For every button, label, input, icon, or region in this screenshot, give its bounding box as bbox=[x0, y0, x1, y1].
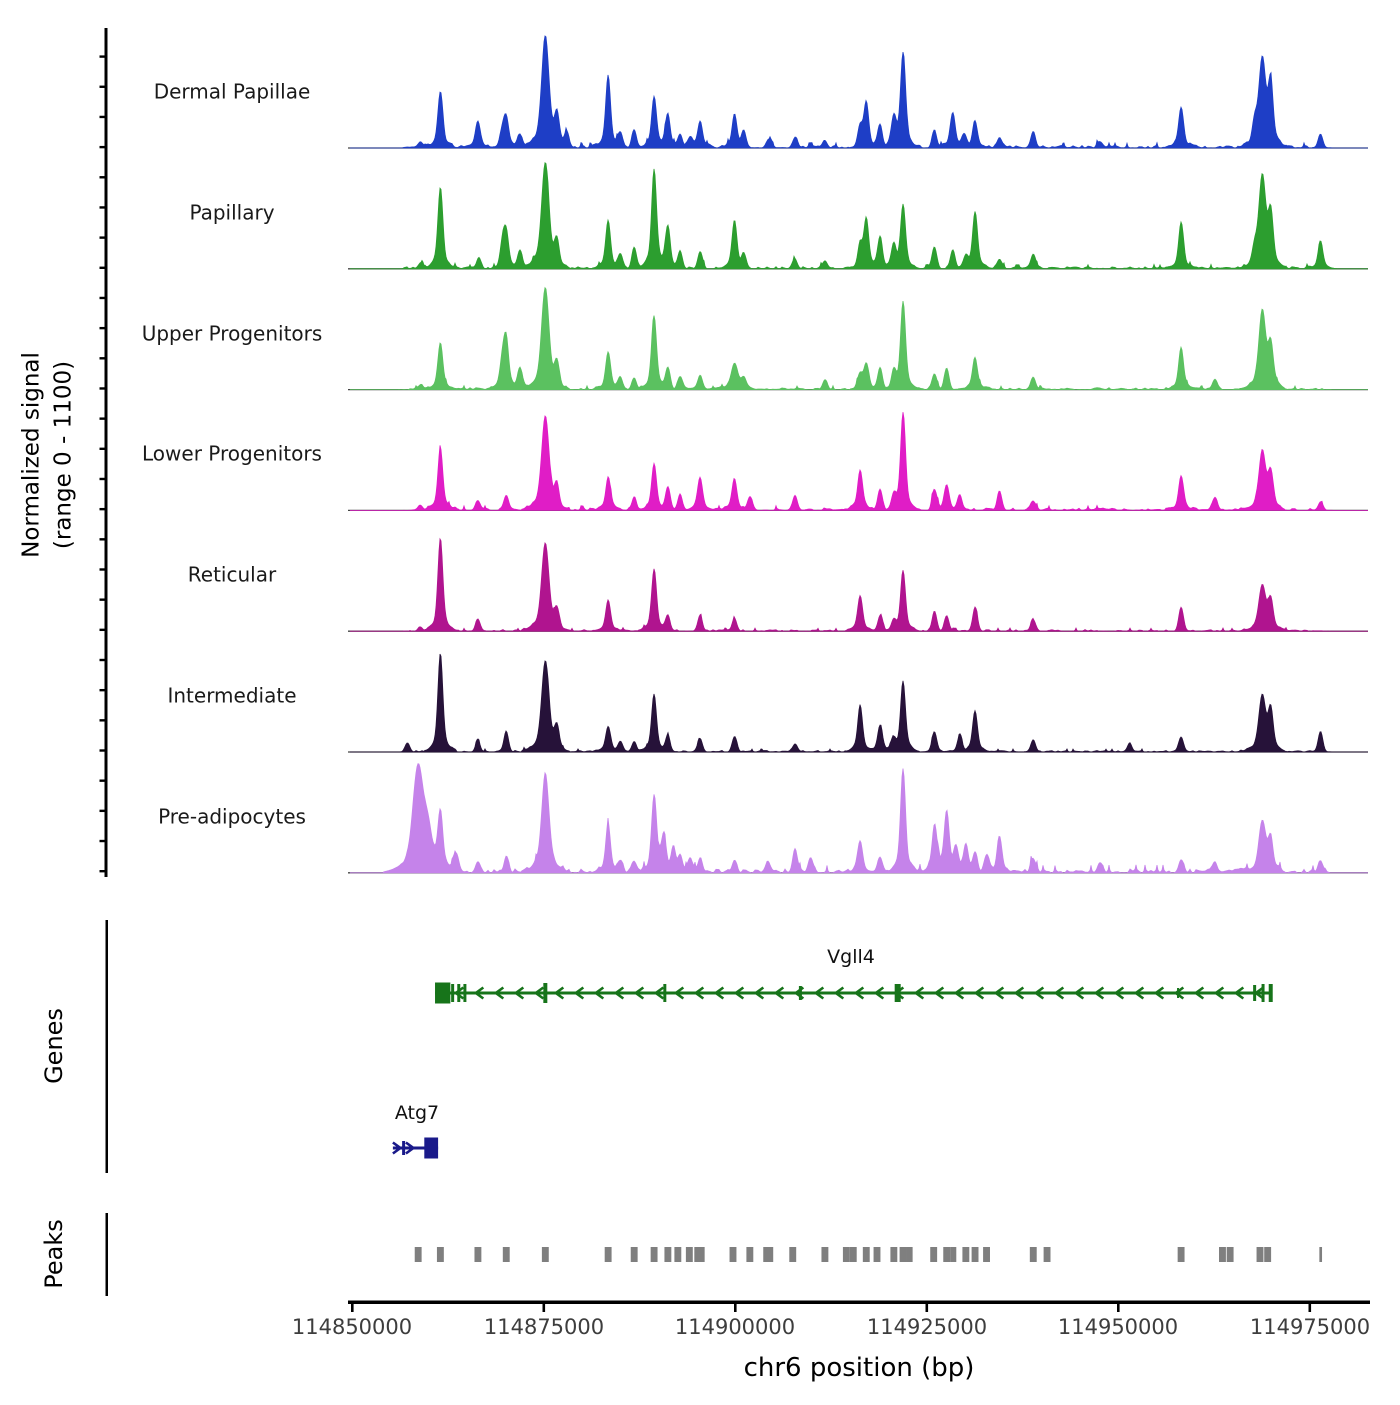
gene-exon-tick bbox=[1262, 984, 1265, 1002]
peak-interval bbox=[1257, 1247, 1264, 1262]
peak-interval bbox=[789, 1247, 796, 1262]
x-axis-line bbox=[348, 1301, 1370, 1305]
peak-interval bbox=[950, 1247, 956, 1262]
x-tick-label-114875000: 114875000 bbox=[483, 1315, 605, 1339]
peak-interval bbox=[1264, 1247, 1271, 1262]
x-axis-title: chr6 position (bp) bbox=[743, 1353, 975, 1383]
signal-area-lower-progenitors bbox=[350, 412, 1368, 510]
y-axis-label-line1: Normalized signal bbox=[18, 352, 45, 558]
y-axis-label-line2: (range 0 - 1100) bbox=[50, 360, 77, 550]
peaks-axis-spine bbox=[106, 1213, 109, 1296]
genes-section-label: Genes bbox=[40, 1008, 68, 1084]
peak-interval bbox=[415, 1247, 422, 1262]
peak-interval bbox=[605, 1247, 612, 1262]
genes-axis-spine bbox=[106, 920, 109, 1173]
x-tick-label-114950000: 114950000 bbox=[1057, 1315, 1179, 1339]
peak-interval bbox=[1044, 1247, 1051, 1262]
track-label-intermediate: Intermediate bbox=[167, 683, 297, 708]
gene-exon-box bbox=[435, 983, 450, 1004]
peak-interval bbox=[850, 1247, 857, 1262]
signal-area-upper-progenitors bbox=[350, 288, 1368, 390]
peak-interval bbox=[1178, 1247, 1185, 1262]
x-tick-label-114975000: 114975000 bbox=[1249, 1315, 1371, 1339]
gene-model-vgll4 bbox=[435, 983, 1273, 1004]
peak-interval bbox=[1319, 1247, 1322, 1262]
peak-interval bbox=[930, 1247, 937, 1262]
gene-label-atg7: Atg7 bbox=[394, 1102, 440, 1124]
peak-interval bbox=[503, 1247, 510, 1262]
track-label-upper-progenitors: Upper Progenitors bbox=[141, 321, 323, 346]
peak-interval bbox=[694, 1247, 704, 1262]
track-label-lower-progenitors: Lower Progenitors bbox=[142, 441, 322, 466]
track-label-pre-adipocytes: Pre-adipocytes bbox=[158, 804, 306, 829]
signal-area-pre-adipocytes bbox=[350, 764, 1368, 873]
peak-interval bbox=[763, 1247, 773, 1262]
signal-tracks-layer bbox=[348, 36, 1368, 873]
peak-interval bbox=[943, 1247, 950, 1262]
peak-interval bbox=[664, 1247, 671, 1262]
peak-intervals-layer bbox=[415, 1247, 1322, 1262]
gene-models-layer bbox=[393, 983, 1273, 1159]
track-label-dermal-papillae: Dermal Papillae bbox=[153, 79, 311, 104]
gene-exon-tick bbox=[663, 984, 666, 1002]
peaks-section-label: Peaks bbox=[40, 1219, 68, 1289]
peak-interval bbox=[890, 1247, 897, 1262]
peak-interval bbox=[983, 1247, 990, 1262]
peak-interval bbox=[730, 1247, 737, 1262]
gene-exon-box bbox=[424, 1138, 438, 1159]
signal-area-dermal-papillae bbox=[350, 36, 1368, 148]
x-tick-label-114925000: 114925000 bbox=[866, 1315, 988, 1339]
peak-interval bbox=[874, 1247, 881, 1262]
gene-label-vgll4: Vgll4 bbox=[827, 946, 875, 968]
gene-exon-tick bbox=[1269, 984, 1273, 1002]
peak-interval bbox=[863, 1247, 870, 1262]
peak-interval bbox=[631, 1247, 638, 1262]
peak-interval bbox=[843, 1247, 850, 1262]
peak-interval bbox=[1227, 1247, 1234, 1262]
peak-interval bbox=[821, 1247, 828, 1262]
peak-interval bbox=[437, 1247, 444, 1262]
signal-area-papillary bbox=[350, 163, 1368, 269]
peak-interval bbox=[474, 1247, 481, 1262]
x-tick-label-114900000: 114900000 bbox=[674, 1315, 796, 1339]
peak-interval bbox=[746, 1247, 753, 1262]
gene-exon-tick bbox=[543, 983, 547, 1003]
peak-interval bbox=[674, 1247, 681, 1262]
x-tick-label-114850000: 114850000 bbox=[291, 1315, 413, 1339]
peak-interval bbox=[906, 1247, 912, 1262]
gene-model-atg7 bbox=[393, 1138, 438, 1159]
peak-interval bbox=[542, 1247, 549, 1262]
peak-interval bbox=[686, 1247, 693, 1262]
peak-interval bbox=[900, 1247, 907, 1262]
peak-interval bbox=[651, 1247, 658, 1262]
gene-exon-tick bbox=[463, 984, 466, 1002]
peak-interval bbox=[972, 1247, 979, 1262]
peak-interval bbox=[1219, 1247, 1226, 1262]
peak-interval bbox=[1030, 1247, 1037, 1262]
track-label-papillary: Papillary bbox=[189, 200, 275, 225]
track-label-reticular: Reticular bbox=[187, 562, 277, 587]
signal-area-intermediate bbox=[350, 654, 1368, 752]
signal-area-reticular bbox=[350, 539, 1368, 631]
peak-interval bbox=[962, 1247, 969, 1262]
